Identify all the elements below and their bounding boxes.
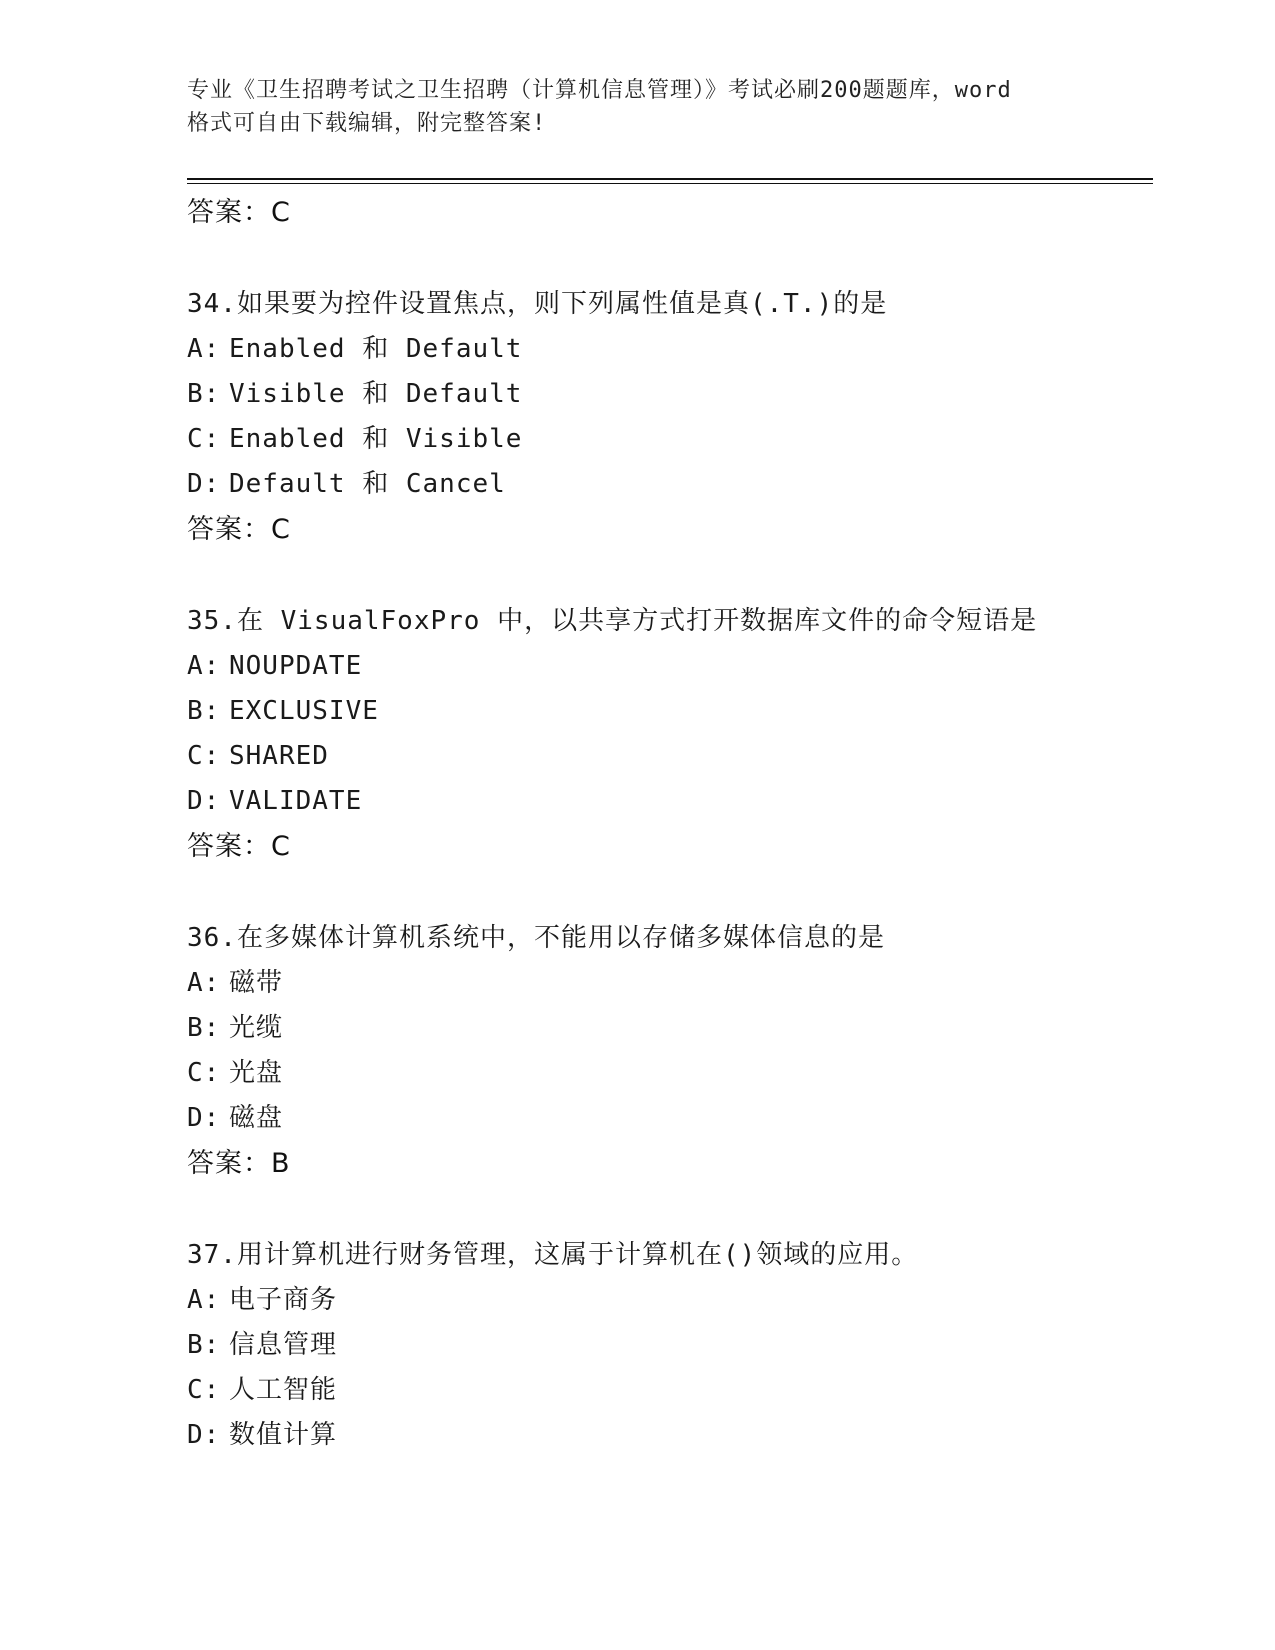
option-c bbox=[187, 1368, 1153, 1413]
option-text: 信息管理 bbox=[229, 1330, 338, 1360]
question-text: 37.用计算机进行财务管理，这属于计算机在()领域的应用。 bbox=[187, 1240, 919, 1270]
option-letter: B: bbox=[187, 1330, 221, 1360]
option-d bbox=[187, 1096, 1153, 1141]
spacer bbox=[187, 553, 1153, 598]
question-text: 36.在多媒体计算机系统中，不能用以存储多媒体信息的是 bbox=[187, 923, 885, 953]
option-b bbox=[187, 1006, 1153, 1051]
option-c bbox=[187, 1051, 1153, 1096]
option-letter: A: bbox=[187, 651, 221, 681]
option-letter: D: bbox=[187, 786, 221, 816]
question-text: 35.在 VisualFoxPro 中，以共享方式打开数据库文件的命令短语是 bbox=[187, 606, 1038, 636]
question-block bbox=[187, 915, 1153, 1232]
option-letter: D: bbox=[187, 1103, 221, 1133]
option-letter: D: bbox=[187, 1420, 221, 1450]
header-divider bbox=[187, 178, 1153, 184]
spacer bbox=[187, 236, 1153, 281]
option-text: 磁盘 bbox=[229, 1103, 284, 1133]
option-text: Default 和 Cancel bbox=[229, 469, 506, 499]
option-text: EXCLUSIVE bbox=[229, 696, 379, 726]
question-text: 34.如果要为控件设置焦点，则下列属性值是真(.T.)的是 bbox=[187, 289, 888, 319]
option-letter: B: bbox=[187, 379, 221, 409]
option-text: SHARED bbox=[229, 741, 329, 771]
option-text: 电子商务 bbox=[229, 1285, 338, 1315]
option-text: Enabled 和 Default bbox=[229, 334, 523, 364]
spacer bbox=[187, 870, 1153, 915]
option-d bbox=[187, 462, 1153, 507]
option-letter: A: bbox=[187, 968, 221, 998]
header-title-line2: 格式可自由下载编辑，附完整答案! bbox=[187, 111, 547, 136]
option-b bbox=[187, 689, 1153, 734]
option-letter: B: bbox=[187, 696, 221, 726]
option-text: 磁带 bbox=[229, 968, 284, 998]
option-a bbox=[187, 327, 1153, 372]
answer-line: 答案：C bbox=[187, 831, 291, 862]
answer-line: 答案：C bbox=[187, 197, 291, 228]
option-letter: C: bbox=[187, 424, 221, 454]
option-text: Enabled 和 Visible bbox=[229, 424, 523, 454]
option-text: NOUPDATE bbox=[229, 651, 363, 681]
option-text: 光缆 bbox=[229, 1013, 284, 1043]
option-letter: B: bbox=[187, 1013, 221, 1043]
option-letter: A: bbox=[187, 1285, 221, 1315]
option-letter: C: bbox=[187, 1375, 221, 1405]
option-letter: C: bbox=[187, 741, 221, 771]
option-text: 光盘 bbox=[229, 1058, 284, 1088]
question-block bbox=[187, 598, 1153, 915]
answer-line: 答案：B bbox=[187, 1148, 291, 1179]
option-text: 数值计算 bbox=[229, 1420, 338, 1450]
option-text: VALIDATE bbox=[229, 786, 363, 816]
option-d bbox=[187, 779, 1153, 824]
option-letter: A: bbox=[187, 334, 221, 364]
option-b bbox=[187, 1323, 1153, 1368]
option-text: 人工智能 bbox=[229, 1375, 338, 1405]
option-text: Visible 和 Default bbox=[229, 379, 523, 409]
spacer bbox=[187, 1187, 1153, 1232]
option-c bbox=[187, 734, 1153, 779]
option-letter: C: bbox=[187, 1058, 221, 1088]
answer-line: 答案：C bbox=[187, 514, 291, 545]
option-c bbox=[187, 417, 1153, 462]
header-title-line1: 专业《卫生招聘考试之卫生招聘（计算机信息管理）》考试必刷200题题库，word bbox=[187, 78, 1012, 103]
question-block bbox=[187, 1232, 1153, 1458]
page-header bbox=[187, 74, 1087, 140]
document-body bbox=[187, 190, 1153, 1458]
option-a bbox=[187, 644, 1153, 689]
option-a bbox=[187, 1278, 1153, 1323]
question-block bbox=[187, 281, 1153, 598]
option-letter: D: bbox=[187, 469, 221, 499]
option-b bbox=[187, 372, 1153, 417]
option-d bbox=[187, 1413, 1153, 1458]
option-a bbox=[187, 961, 1153, 1006]
